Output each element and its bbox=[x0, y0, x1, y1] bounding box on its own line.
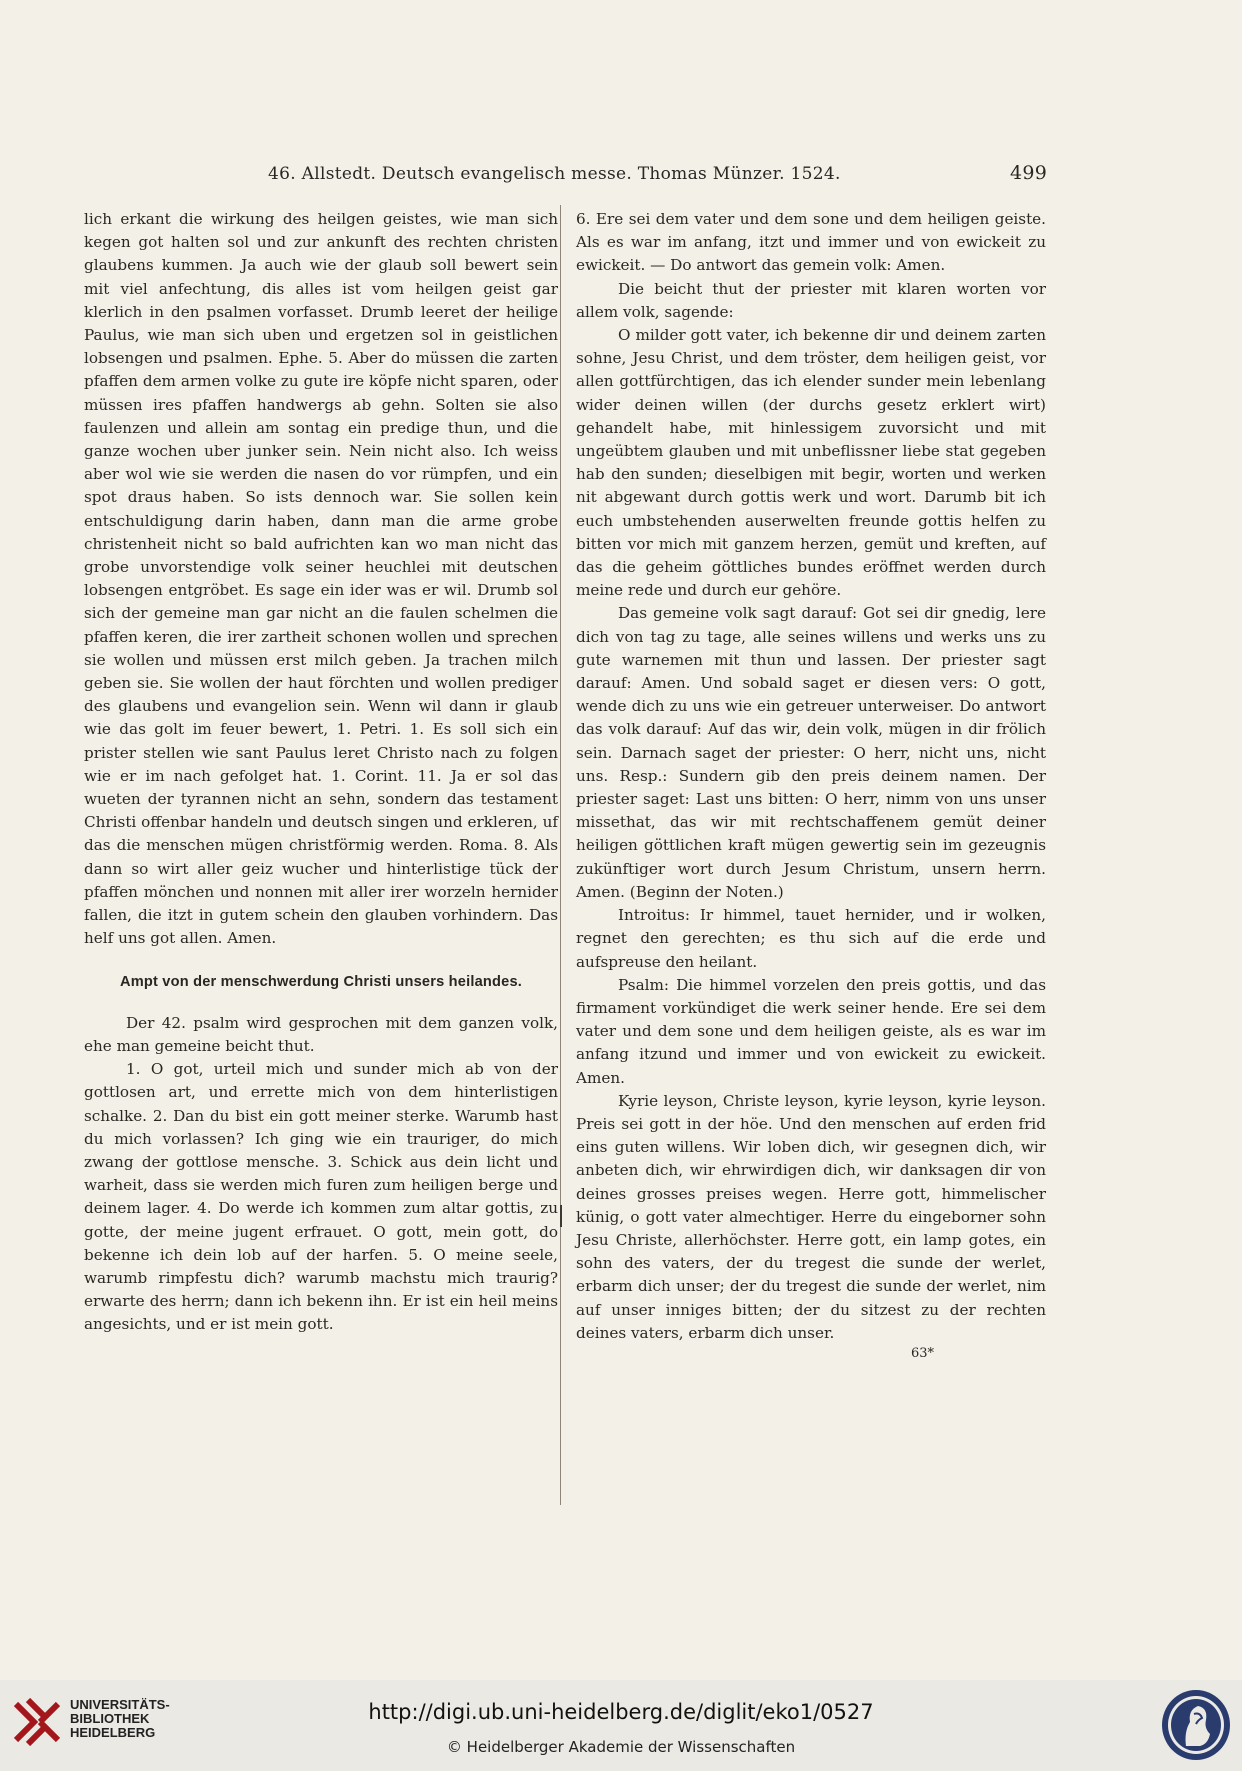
signature-mark: 63* bbox=[910, 1345, 934, 1361]
paragraph: 1. O got, urteil mich und sunder mich ab von der gottlosen art, und errette mich von dem hinterlistigen schalke. 2. Dan du bist ein gott meiner sterke. Warumb hast du mich vorlassen? Ich ging wie ein trauriger, do mich zwang der gottlose mensche. 3. Schick aus dein licht und warheit, dass sie werden mich furen zum heiligen berge und deinem lager. 4. Do werde ich kommen zum altar gottis, zu gotte, der meine jugent erfrauet. O gott, mein gott, do bekenne ich dein lob auf der harfen. 5. O meine seele, warumb rimpfestu dich? warumb machstu mich traurig? erwarte des herrn; dann ich bekenn ihn. Er ist ein heil meins angesichts, und er ist mein gott. bbox=[84, 1060, 558, 1334]
paragraph: O milder gott vater, ich bekenne dir und deinem zarten sohne, Jesu Christ, und dem tröster, dem heiligen geist, vor allen gottfürchtigen, das ich elender sunder mein lebenlang wider deinen willen (der durchs gesetz erklert wirt) gehandelt habe, mit hinlessigem zuvorsicht und mit ungeübtem glauben und mit unbeflissner liebe stat gegeben hab den sunden; dieselbigen mit begir, worten und werken nit abgewant durch gottis werk und wort. Darumb bit ich euch umbstehenden auserwelten freunde gottis helfen zu bitten vor mich mit ganzem herzen, gemüt und kreften, auf das die geheim göttliches bundes eröffnet werden durch meine rede und durch eur gehöre. bbox=[576, 326, 1046, 600]
page-number: 499 bbox=[1010, 162, 1048, 184]
paragraph: Kyrie leyson, Christe leyson, kyrie leyson, kyrie leyson. Preis sei gott in der höe. Und den menschen auf erden frid eins guten willens. Wir loben dich, wir gesegnen dich, wir anbeten dich, wir ehrwirdigen dich, wir danksagen dir von deines grosses preises wegen. Herre gott, himmelischer künig, o gott vater almechtiger. Herre du eingeborner sohn Jesu Christe, allerhöchster. Herre gott, ein lamp gotes, ein sohn des vaters, der du tregest die sunde der werlet, erbarm dich unser; der du tregest die sunde der werlet, nim auf unser inniges bitten; der du sitzest zu der rechten deines vaters, erbarm dich unser. bbox=[576, 1091, 1046, 1342]
paragraph: lich erkant die wirkung des heilgen geistes, wie man sich kegen got halten sol und zur ankunft des rechten christen glaubens kummen. Ja auch wie der glaub soll bewert sein mit viel anfechtung, dis alles ist vom heilgen geist gar klerlich in den psalmen vorfasset. Drumb leeret der heilige Paulus, wie man sich uben und ergetzen sol in geistlichen lobsengen und psalmen. Ephe. 5. Aber do müssen die zarten pfaffen dem armen volke zu gute ire köpfe nicht sparen, oder müssen ires pfaffen handwergs ab gehn. Solten sie also faulenzen und allein am sontag ein predige thun, und die ganze wochen uber junker sein. Nein nicht also. Ich weiss aber wol wie sie werden die nasen do vor rümpfen, und ein spot draus haben. So ists dennoch war. Sie sollen kein entschuldigung darin haben, dann man die arme grobe christenheit nicht so bald aufrichten kan wo man nicht das grobe unvorstendige volk seiner heuchlei mit deutschen lobsengen entgröbet. Es sage ein ider was er wil. Drumb sol sich der gemeine man gar nicht an die faulen schelmen die pfaffen keren, die irer zartheit schonen wollen und sprechen sie wollen und müssen erst milch geben. Ja trachen milch geben sie. Sie wollen der haut förchten und wollen prediger des glaubens und evangelion sein. Wenn wil dann ir glaub wie das golt im feuer bewert, 1. Petri. 1. Es soll sich ein prister stellen wie sant Paulus leret Christo nach zu folgen wie er im nach gefolget hat. 1. Corint. 11. Ja er sol das wueten der tyrannen nicht an sehn, sondern das testament Christi offenbar handeln und deutsch singen und erkleren, uf das die menschen mügen christförmig werden. Roma. 8. Als dann so wirt aller geiz wucher und hinterlistige tück der pfaffen mönchen und nonnen mit aller irer worzeln hernider fallen, die itzt in gutem schein den glauben vorhindern. Das helf uns got allen. Amen. bbox=[84, 210, 558, 948]
paragraph: 6. Ere sei dem vater und dem sone und dem heiligen geiste. Als es war im anfang, itzt und immer und von ewickeit zu ewickeit. — Do antwort das gemein volk: Amen. bbox=[576, 210, 1046, 275]
academy-seal-icon[interactable] bbox=[1160, 1688, 1232, 1762]
column-divider bbox=[560, 205, 561, 1505]
library-name-line: HEIDELBERG bbox=[70, 1725, 156, 1740]
paragraph: Introitus: Ir himmel, tauet hernider, und ir wolken, regnet den gerechten; es thu sich auf die erde und aufspreuse den heilant. bbox=[576, 906, 1046, 971]
paragraph: Die beicht thut der priester mit klaren worten vor allem volk, sagende: bbox=[576, 279, 1046, 321]
right-column bbox=[576, 208, 1046, 1363]
library-name-line: UNIVERSITÄTS- bbox=[70, 1697, 170, 1712]
margin-mark bbox=[560, 1205, 562, 1227]
library-name-line: BIBLIOTHEK bbox=[70, 1711, 150, 1726]
viewer-footer bbox=[0, 1680, 1242, 1771]
paragraph: Der 42. psalm wird gesprochen mit dem ganzen volk, ehe man gemeine beicht thut. bbox=[84, 1013, 558, 1055]
paragraph: Das gemeine volk sagt darauf: Got sei dir gnedig, lere dich von tag zu tage, alle seines willens und werks uns zu gute warnemen mit thun und lassen. Der priester sagt darauf: Amen. Und sobald saget er diesen vers: O gott, wende dich zu uns wie ein getreuer unterweiser. Do antwort das volk darauf: Auf das wir, dein volk, mügen in dir frölich sein. Darnach saget der priester: O herr, nicht uns, nicht uns. Resp.: Sundern gib den preis deinem namen. Der priester saget: Last uns bitten: O herr, nimm von uns unser missethat, das wir mit rechtschaffenem gemüt deiner heiligen göttlichen kraft mügen gewertig sein im gezeugnis zukünftiger wort durch Jesum Christum, unsern herrn. Amen. (Beginn der Noten.) bbox=[576, 604, 1046, 901]
left-column bbox=[84, 208, 558, 1337]
paragraph: Psalm: Die himmel vorzelen den preis gottis, und das firmament vorkündiget die werk seiner hende. Ere sei dem vater und dem sone und dem heiligen geiste, als es war im anfang itzund und immer und von ewickeit zu ewickeit. Amen. bbox=[576, 975, 1046, 1087]
section-heading: Ampt von der menschwerdung Christi unsers heilandes. bbox=[119, 973, 523, 990]
permalink-url[interactable]: http://digi.ub.uni-heidelberg.de/diglit/eko1/0527 bbox=[368, 1700, 874, 1724]
running-title: 46. Allstedt. Deutsch evangelisch messe. Thomas Münzer. 1524. bbox=[268, 164, 841, 184]
copyright-notice: © Heidelberger Akademie der Wissenschaften bbox=[446, 1738, 796, 1756]
